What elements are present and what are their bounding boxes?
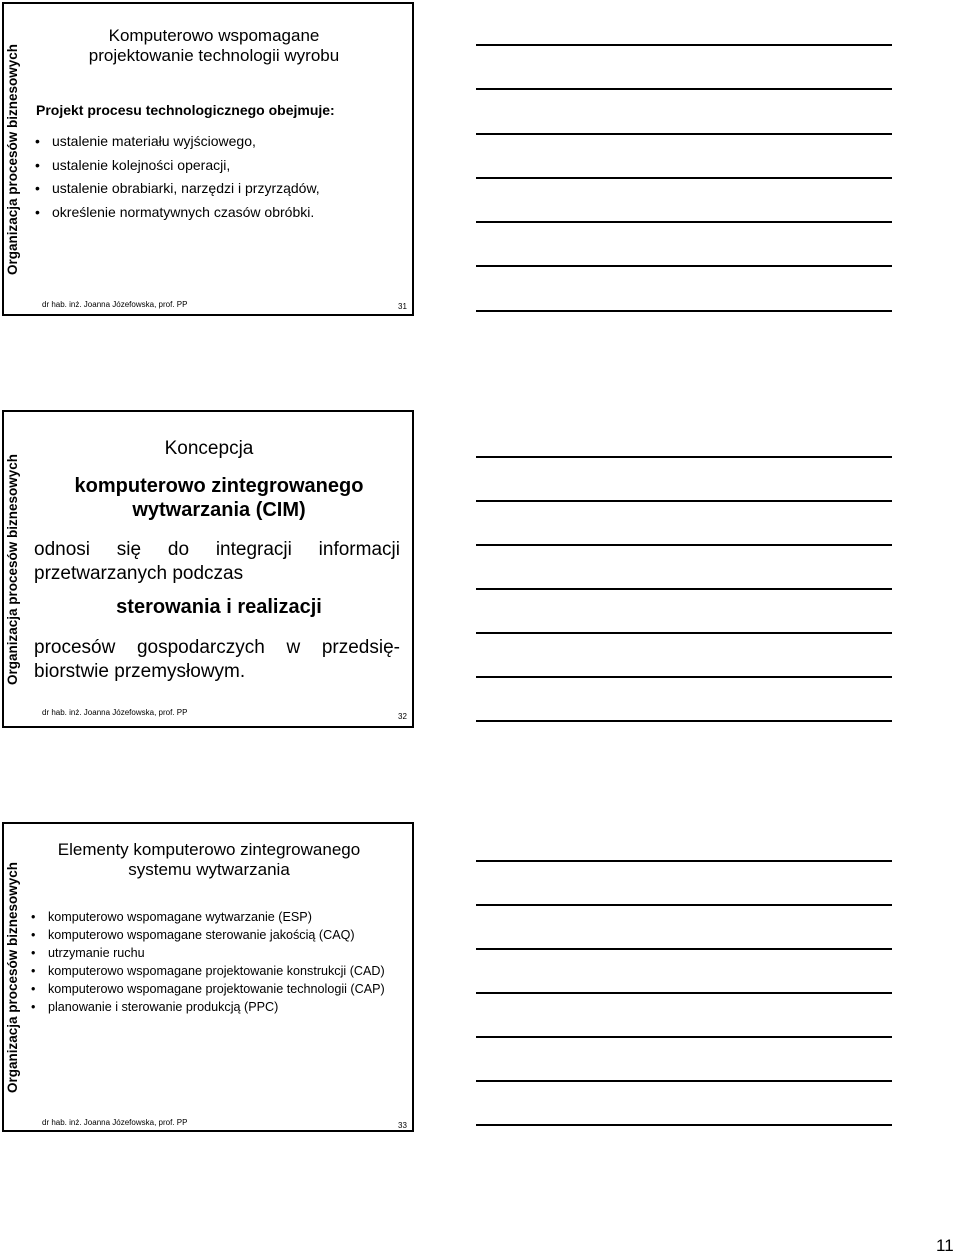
note-line (476, 860, 892, 862)
note-line (476, 310, 892, 312)
note-line (476, 500, 892, 502)
note-line (476, 265, 892, 267)
slide-title: Elementy komputerowo zintegrowanego systemu wytwarzania (57, 840, 361, 879)
list-item: • ustalenie obrabiarki, narzędzi i przyrządów, (32, 177, 320, 201)
cim-text-part1: odnosi się do integracji informacji przetwarzanych podczas (34, 539, 400, 584)
slide-33 (2, 822, 414, 1132)
slide-footer-author: dr hab. inż. Joanna Józefowska, prof. PP (42, 1118, 188, 1127)
slide-heading: Projekt procesu technologicznego obejmuje: (36, 102, 335, 118)
note-line (476, 632, 892, 634)
cim-heading: komputerowo zintegrowanego wytwarzania (CIM) (74, 475, 364, 521)
note-line (476, 88, 892, 90)
list-item: • planowanie i sterowanie produkcją (PPC) (28, 999, 408, 1017)
note-line (476, 1124, 892, 1126)
list-item: • komputerowo wspomagane projektowanie technologii (CAP) (28, 981, 408, 999)
note-line (476, 221, 892, 223)
note-line (476, 1036, 892, 1038)
slide-title: Komputerowo wspomagane projektowanie technologii wyrobu (88, 26, 340, 65)
slide-footer-author: dr hab. inż. Joanna Józefowska, prof. PP (42, 708, 188, 717)
slide-title: Koncepcja (164, 438, 254, 459)
page-number: 11 (936, 1236, 954, 1255)
note-line (476, 588, 892, 590)
slide-31 (2, 2, 414, 316)
note-line (476, 992, 892, 994)
note-line (476, 676, 892, 678)
slide-number: 32 (398, 712, 407, 721)
note-line (476, 44, 892, 46)
cim-text-part2: procesów gospodarczych w przedsię- biorstwie przemysłowym. (34, 637, 400, 682)
list-item: • utrzymanie ruchu (28, 945, 408, 963)
list-item: • komputerowo wspomagane projektowanie konstrukcji (CAD) (28, 963, 408, 981)
list-item: • komputerowo wspomagane sterowanie jakością (CAQ) (28, 927, 408, 945)
note-line (476, 904, 892, 906)
bullet-list (28, 909, 408, 1016)
slide-footer-author: dr hab. inż. Joanna Józefowska, prof. PP (42, 300, 188, 309)
note-line (476, 1080, 892, 1082)
side-label: Organizacja procesów biznesowych (5, 861, 21, 1093)
bullet-list (32, 130, 320, 224)
list-item: • określenie normatywnych czasów obróbki. (32, 201, 320, 225)
note-line (476, 544, 892, 546)
slide-32 (2, 410, 414, 728)
slide-number: 31 (398, 302, 407, 311)
list-item: • komputerowo wspomagane wytwarzanie (ESP) (28, 909, 408, 927)
note-line (476, 177, 892, 179)
slide-number: 33 (398, 1121, 407, 1130)
list-item: • ustalenie kolejności operacji, (32, 154, 320, 178)
list-item: • ustalenie materiału wyjściowego, (32, 130, 320, 154)
note-line (476, 948, 892, 950)
note-line (476, 456, 892, 458)
note-line (476, 133, 892, 135)
side-label: Organizacja procesów biznesowych (5, 453, 21, 685)
note-line (476, 720, 892, 722)
cim-emphasis: sterowania i realizacji (116, 596, 322, 618)
side-label: Organizacja procesów biznesowych (5, 43, 21, 275)
